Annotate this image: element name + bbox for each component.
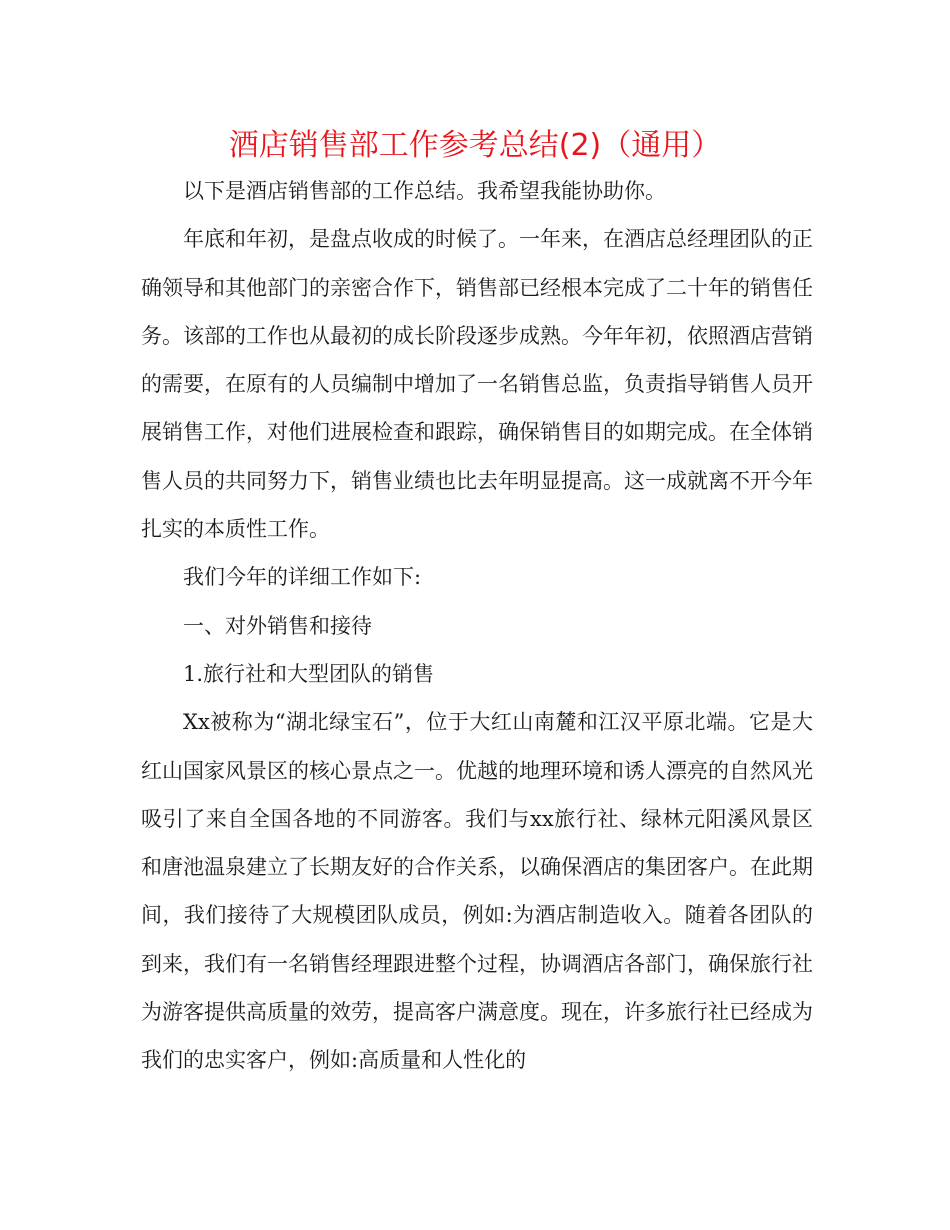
paragraph-work-list-intro: 我们今年的详细工作如下: [183, 565, 422, 590]
paragraph-intro: 以下是酒店销售部的工作总结。我希望我能协助你。 [183, 179, 666, 203]
paragraph-summary: 年底和年初，是盘点收成的时候了。一年来，在酒店总经理团队的正确领导和其他部门的亲密合作下，销售部已经根本完成了二十年的销售任务。该部的工作也从最初的成长阶段逐步成熟。今年年初，依照酒店营销的需要，在原有的人员编制中增加了一名销售总监，负责指导销售人员开展销售工作，对他们进展检查和跟踪，确保销售目的如期完成。在全体销售人员的共同努力下，销售业绩也比去年明显提高。这一成就离不开今年扎实的本质性工作。 [141, 227, 813, 542]
section-heading-external-sales: 一、对外销售和接待 [183, 613, 372, 638]
document-title: 酒店销售部工作参考总结(2)（通用） [228, 128, 722, 163]
paragraph-travel-agencies: Xx被称为“湖北绿宝石”，位于大红山南麓和江汉平原北端。它是大红山国家风景区的核心景点之一。优越的地理环境和诱人漂亮的自然风光吸引了来自全国各地的不同游客。我们与xx旅行社、绿林元阳溪风景区和唐池温泉建立了长期友好的合作关系，以确保酒店的集团客户。在此期间，我们接待了大规模团队成员，例如:为酒店制造收入。随着各团队的到来，我们有一名销售经理跟进整个过程，协调酒店各部门，确保旅行社为游客提供高质量的效劳，提高客户满意度。现在，许多旅行社已经成为我们的忠实客户，例如:高质量和人性化的 [141, 710, 813, 1073]
document-body [141, 167, 813, 1085]
subsection-heading-travel-agencies: 1.旅行社和大型团队的销售 [183, 661, 435, 686]
